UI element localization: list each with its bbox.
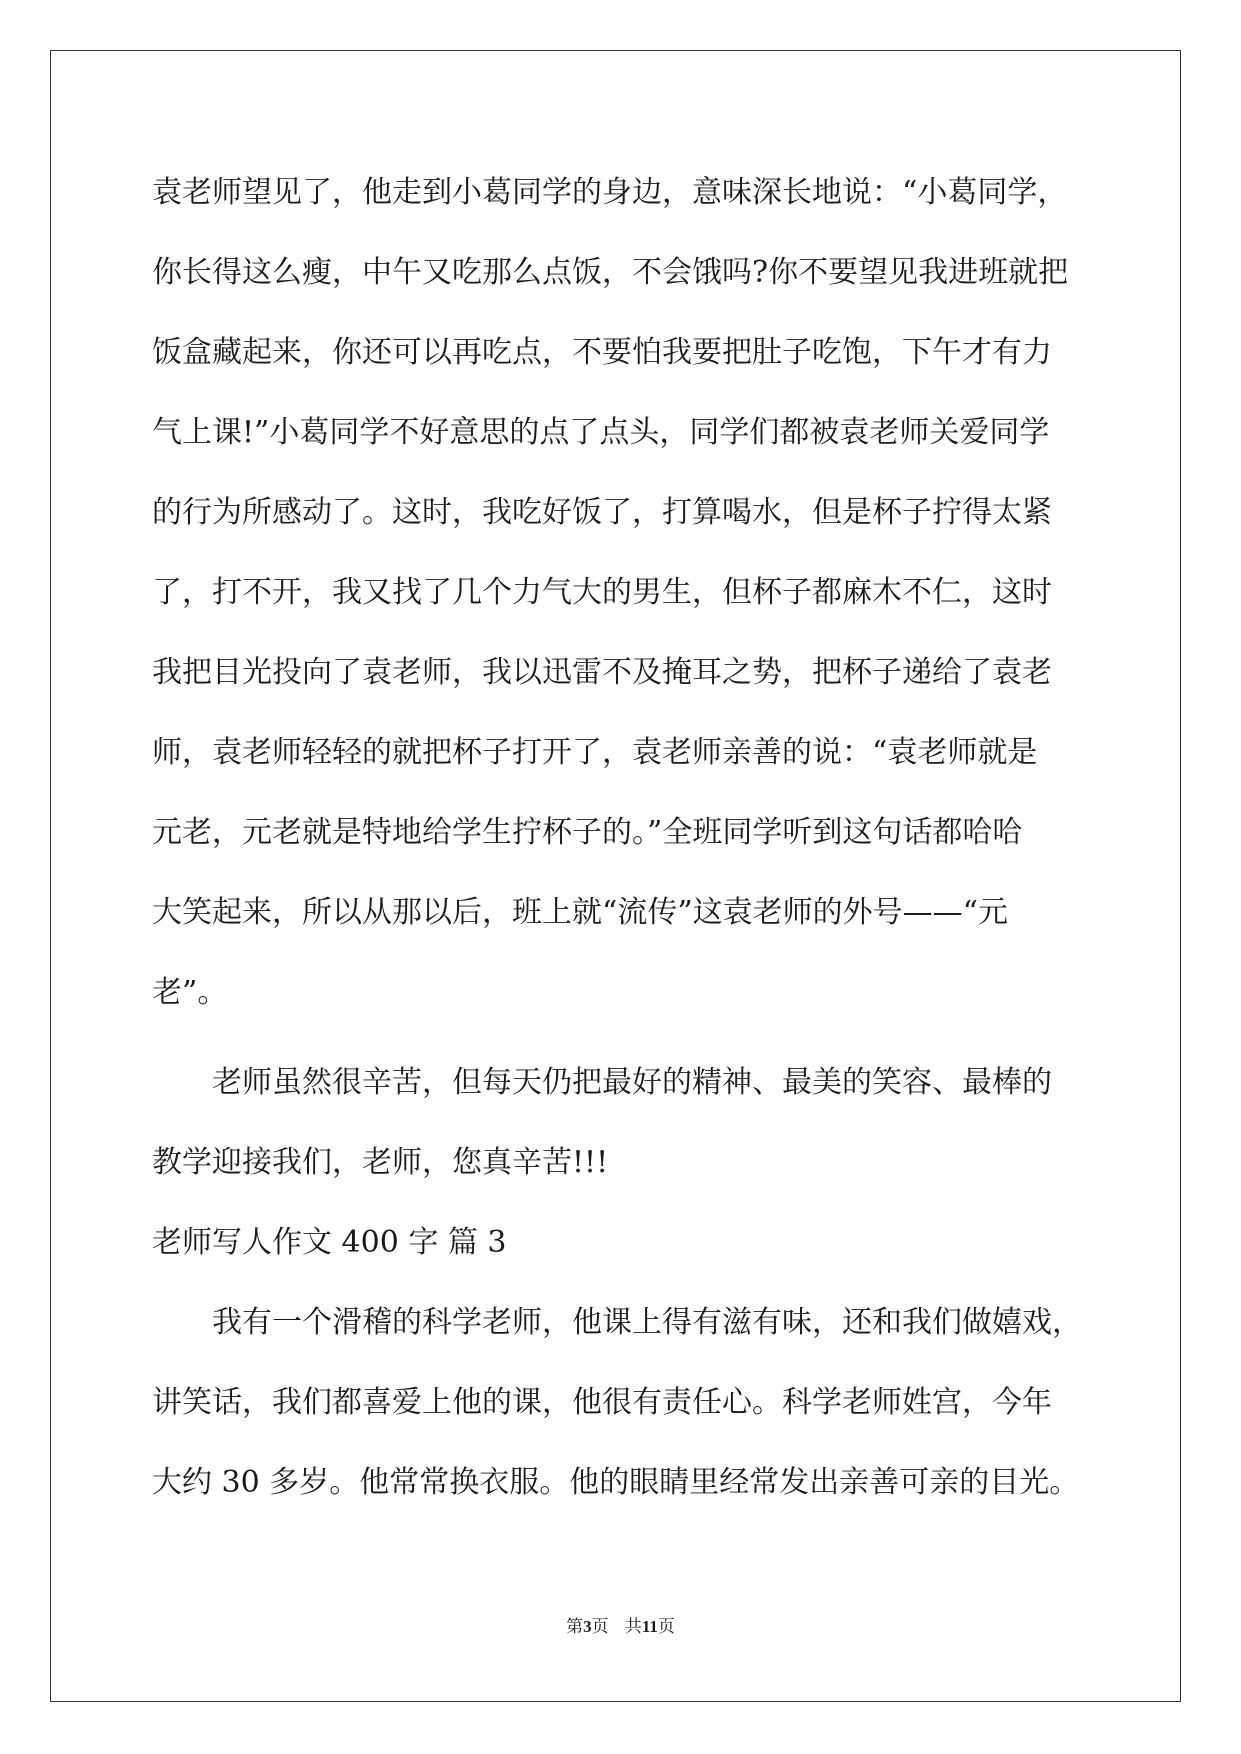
page-frame (50, 50, 1181, 1702)
footer-page-prefix: 第 (566, 1617, 584, 1637)
page-footer (0, 1612, 1241, 1637)
text-line: 元老，元老就是特地给学生拧杯子的。”全班同学听到这句话都哈哈 (152, 815, 1023, 850)
text-line: 教学迎接我们，老师，您真辛苦!!! (152, 1145, 609, 1180)
paragraph-line: 我有一个滑稽的科学老师，他课上得有滋有味，还和我们做嬉戏， (152, 1305, 1082, 1340)
text-line: 大约 30 多岁。他常常换衣服。他的眼睛里经常发出亲善可亲的目光。 (152, 1465, 1080, 1500)
text-line: 的行为所感动了。这时，我吃好饭了，打算喝水，但是杯子拧得太紧 (152, 495, 1052, 530)
footer-page-current: 3 (583, 1617, 592, 1636)
text-line: 饭盒藏起来，你还可以再吃点，不要怕我要把肚子吃饱，下午才有力 (152, 335, 1052, 370)
section-heading: 老师写人作文 400 字 篇 3 (152, 1225, 507, 1260)
text-line: 气上课!”小葛同学不好意思的点了点头，同学们都被袁老师关爱同学 (152, 415, 1050, 450)
text-line: 你长得这么瘦，中午又吃那么点饭，不会饿吗?你不要望见我进班就把 (152, 255, 1069, 290)
footer-total-prefix: 共 (624, 1617, 642, 1637)
text-line: 师，袁老师轻轻的就把杯子打开了，袁老师亲善的说：“袁老师就是 (152, 735, 1038, 770)
footer-total-suffix: 页 (657, 1617, 675, 1637)
text-line: 老”。 (152, 975, 228, 1010)
paragraph-line: 老师虽然很辛苦，但每天仍把最好的精神、最美的笑容、最棒的 (152, 1065, 1052, 1100)
footer-page-suffix: 页 (591, 1617, 609, 1637)
text-line: 大笑起来，所以从那以后，班上就“流传”这袁老师的外号——“元 (152, 895, 1009, 930)
footer-page-total: 11 (641, 1617, 658, 1636)
text-line: 讲笑话，我们都喜爱上他的课，他很有责任心。科学老师姓宫，今年 (152, 1385, 1052, 1420)
text-line: 了，打不开，我又找了几个力气大的男生，但杯子都麻木不仁，这时 (152, 575, 1052, 610)
text-line: 我把目光投向了袁老师，我以迅雷不及掩耳之势，把杯子递给了袁老 (152, 655, 1052, 690)
text-line: 袁老师望见了，他走到小葛同学的身边，意味深长地说：“小葛同学， (152, 175, 1068, 210)
